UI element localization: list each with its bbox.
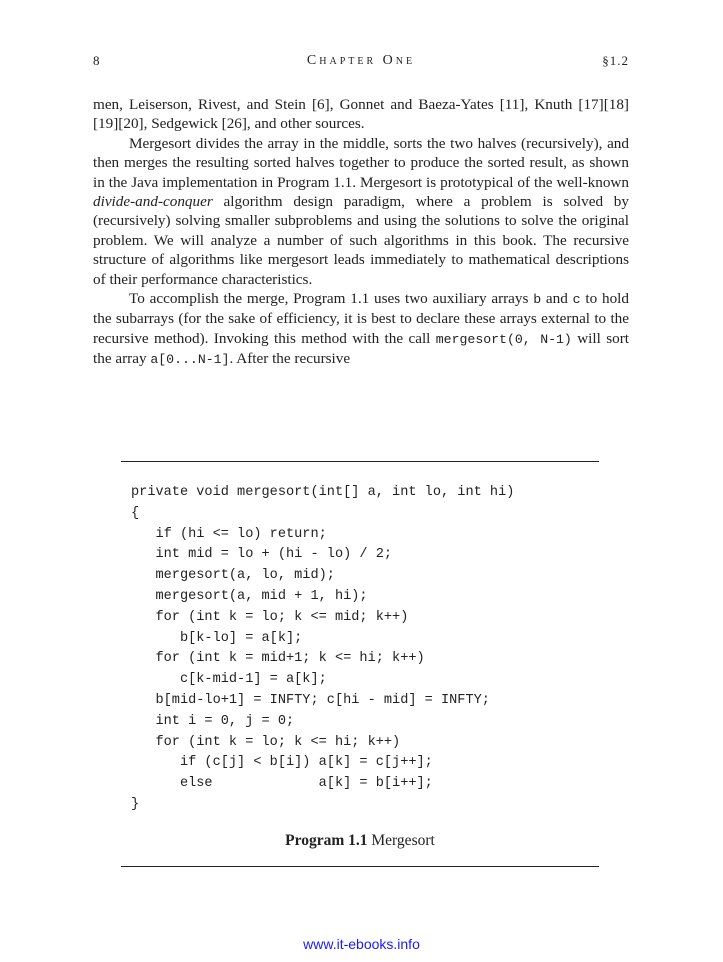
footer-link[interactable]: www.it-ebooks.info [303, 936, 420, 952]
inline-code-call: mergesort(0, N-1) [435, 331, 572, 347]
paragraph-3-text-2: and [541, 290, 573, 308]
code-line: if (hi <= lo) return; [131, 526, 327, 542]
code-line: for (int k = lo; k <= hi; k++) [131, 734, 401, 750]
code-line: mergesort(a, mid + 1, hi); [131, 588, 368, 604]
inline-code-b: b [533, 292, 542, 308]
chapter-title: Chapter One [306, 53, 416, 68]
code-line: int mid = lo + (hi - lo) / 2; [131, 547, 393, 563]
paragraph-3 [93, 289, 629, 370]
paragraph-2 [93, 134, 629, 289]
body-text [93, 95, 629, 370]
code-line: b[mid-lo+1] = INFTY; c[hi - mid] = INFTY; [131, 692, 490, 708]
caption-title: Mergesort [367, 832, 435, 849]
running-header [93, 53, 629, 71]
paragraph-2-text-b: algorithm design paradigm, where a problem is solved by (recursively) solving smaller subproblems and using the solutions to solve the original problem. We will analyze a number of such algorithms in this book. The recursive structure of algorithms like mergesort leads immediately to mathematical descriptions of their performance characteristics. [93, 193, 629, 288]
paragraph-3-text-5: . After the recursive [229, 350, 351, 368]
caption-label: Program 1.1 [285, 832, 368, 849]
code-line: c[k-mid-1] = a[k]; [131, 672, 327, 688]
code-line: { [131, 505, 140, 521]
figure-top-rule [121, 461, 599, 462]
figure-bottom-rule [121, 866, 599, 867]
code-line: int i = 0, j = 0; [131, 713, 295, 729]
code-line: mergesort(a, lo, mid); [131, 568, 335, 584]
page-number: 8 [93, 53, 100, 68]
code-line: b[k-lo] = a[k]; [131, 630, 303, 646]
paragraph-3-text-4: will sort the array [93, 329, 629, 368]
inline-code-array: a[0...N-1] [150, 352, 230, 368]
paragraph-1: men, Leiserson, Rivest, and Stein [6], Gonnet and Baeza-Yates [11], Knuth [17][18][19][20], Sedgewick [26], and other sources. [93, 96, 629, 133]
code-line: for (int k = lo; k <= mid; k++) [131, 609, 409, 625]
figure-caption [121, 832, 599, 850]
paragraph-3-text-1: To accomplish the merge, Program 1.1 uses two auxiliary arrays [129, 290, 534, 308]
code-line: for (int k = mid+1; k <= hi; k++) [131, 651, 425, 667]
section-reference: §1.2 [602, 53, 629, 68]
code-line: else a[k] = b[i++]; [131, 776, 433, 792]
emphasis-divide-and-conquer: divide-and-conquer [93, 193, 213, 211]
code-line: } [131, 796, 140, 812]
inline-code-c: c [572, 292, 581, 308]
paragraph-3-text-3: to hold the subarrays (for the sake of efficiency, it is best to declare these arrays external to the recursive method). Invoking this method with the call [93, 290, 629, 347]
code-line: private void mergesort(int[] a, int lo, int hi) [131, 485, 515, 500]
paragraph-2-text-a: Mergesort divides the array in the middle, sorts the two halves (recursively), and then merges the resulting sorted halves together to produce the sorted result, as shown in the Java implementation in Program 1.1. Mergesort is prototypical of the well-known [93, 134, 629, 191]
code-line: if (c[j] < b[i]) a[k] = c[j++]; [131, 755, 433, 771]
program-code [131, 483, 514, 816]
